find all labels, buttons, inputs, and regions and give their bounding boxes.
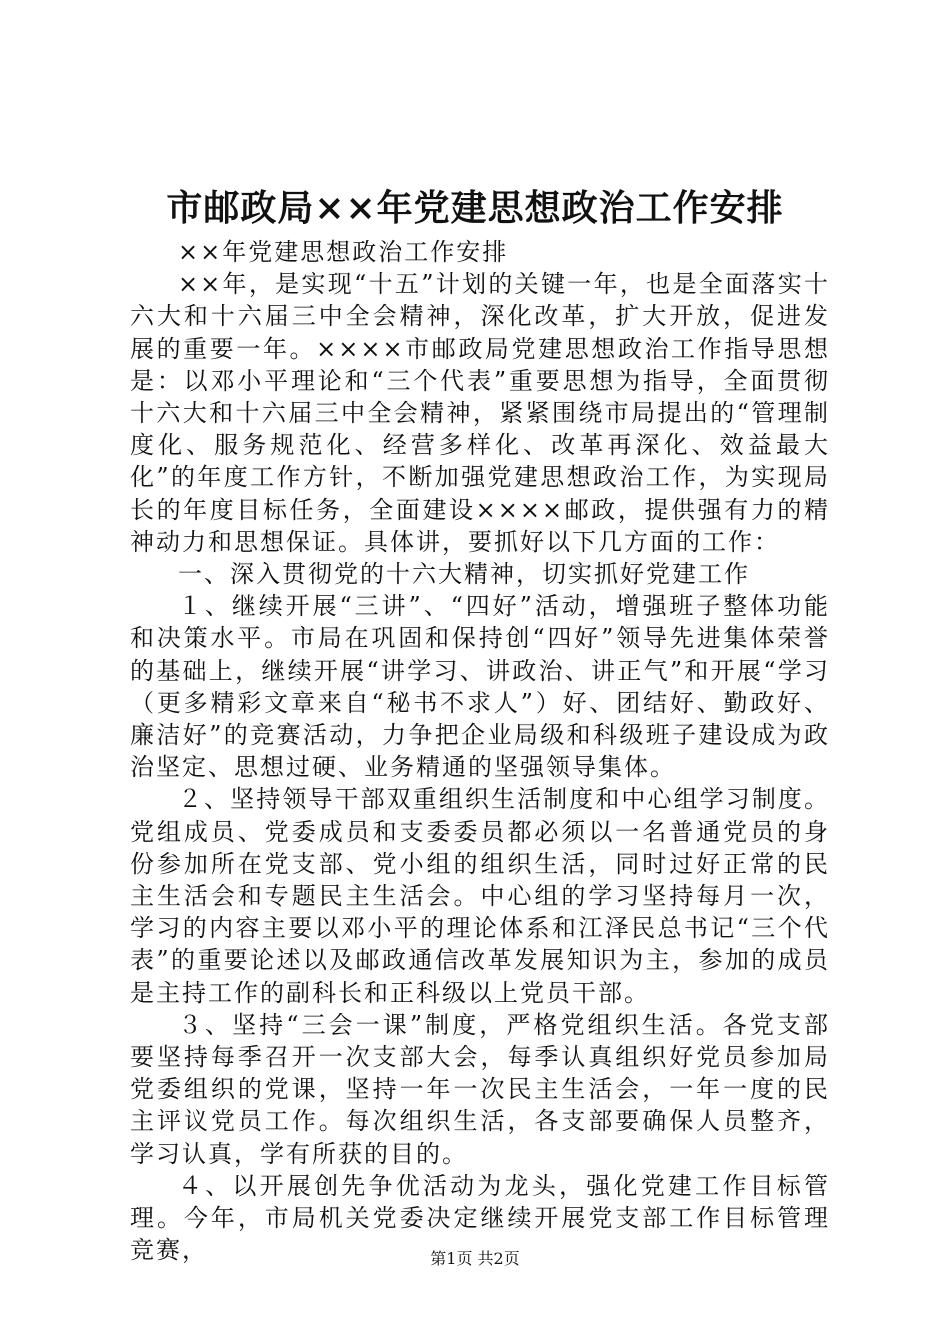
item-paragraph-4: ４、以开展创先争优活动为龙头，强化党建工作目标管理。今年，市局机关党委决定继续开展党支部工作目标管理竞赛，	[130, 1171, 830, 1265]
section-heading-1: 一、深入贯彻党的十六大精神，切实抓好党建工作	[178, 560, 750, 589]
item-paragraph-2: ２、坚持领导干部双重组织生活制度和中心组学习制度。党组成员、党委成员和支委委员都必须以一名普通党员的身份参加所在党支部、党小组的组织生活，同时过好正常的民主生活会和专题民主生活会。中心组的学习坚持每月一次，学习的内容主要以邓小平的理论体系和江泽民总书记“三个代表”的重要论述以及邮政通信改革发展知识为主，参加的成员是主持工作的副科长和正科级以上党员干部。	[130, 785, 830, 1007]
item-paragraph-3: ３、坚持“三会一课”制度，严格党组织生活。各党支部要坚持每季召开一次支部大会，每季认真组织好党员参加局党委组织的党课，坚持一年一次民主生活会，一年一度的民主评议党员工作。每次组织生活，各支部要确保人员整齐，学习认真，学有所获的目的。	[130, 1010, 830, 1168]
page-number-footer: 第1页 共2页	[430, 1249, 520, 1268]
intro-paragraph: ××年，是实现“十五”计划的关键一年，也是全面落实十六大和十六届三中全会精神，深化改革，扩大开放，促进发展的重要一年。××××市邮政局党建思想政治工作指导思想是：以邓小平理论和“三个代表”重要思想为指导，全面贯彻十六大和十六届三中全会精神，紧紧围绕市局提出的“管理制度化、服务规范化、经营多样化、改革再深化、效益最大化”的年度工作方针，不断加强党建思想政治工作，为实现局长的年度目标任务，全面建设××××邮政，提供强有力的精神动力和思想保证。具体讲，要抓好以下几方面的工作：	[130, 270, 830, 556]
subtitle-paragraph: ××年党建思想政治工作安排	[178, 238, 509, 266]
document-body	[130, 236, 830, 1267]
document-title: 市邮政局××年党建思想政治工作安排	[166, 187, 784, 229]
item-paragraph-1: １、继续开展“三讲”、“四好”活动，增强班子整体功能和决策水平。市局在巩固和保持创“四好”领导先进集体荣誉的基础上，继续开展“讲学习、讲政治、讲正气”和开展“学习（更多精彩文章来自“秘书不求人”）好、团结好、勤政好、廉洁好”的竞赛活动，力争把企业局级和科级班子建设成为政治坚定、思想过硬、业务精通的坚强领导集体。	[130, 592, 830, 782]
